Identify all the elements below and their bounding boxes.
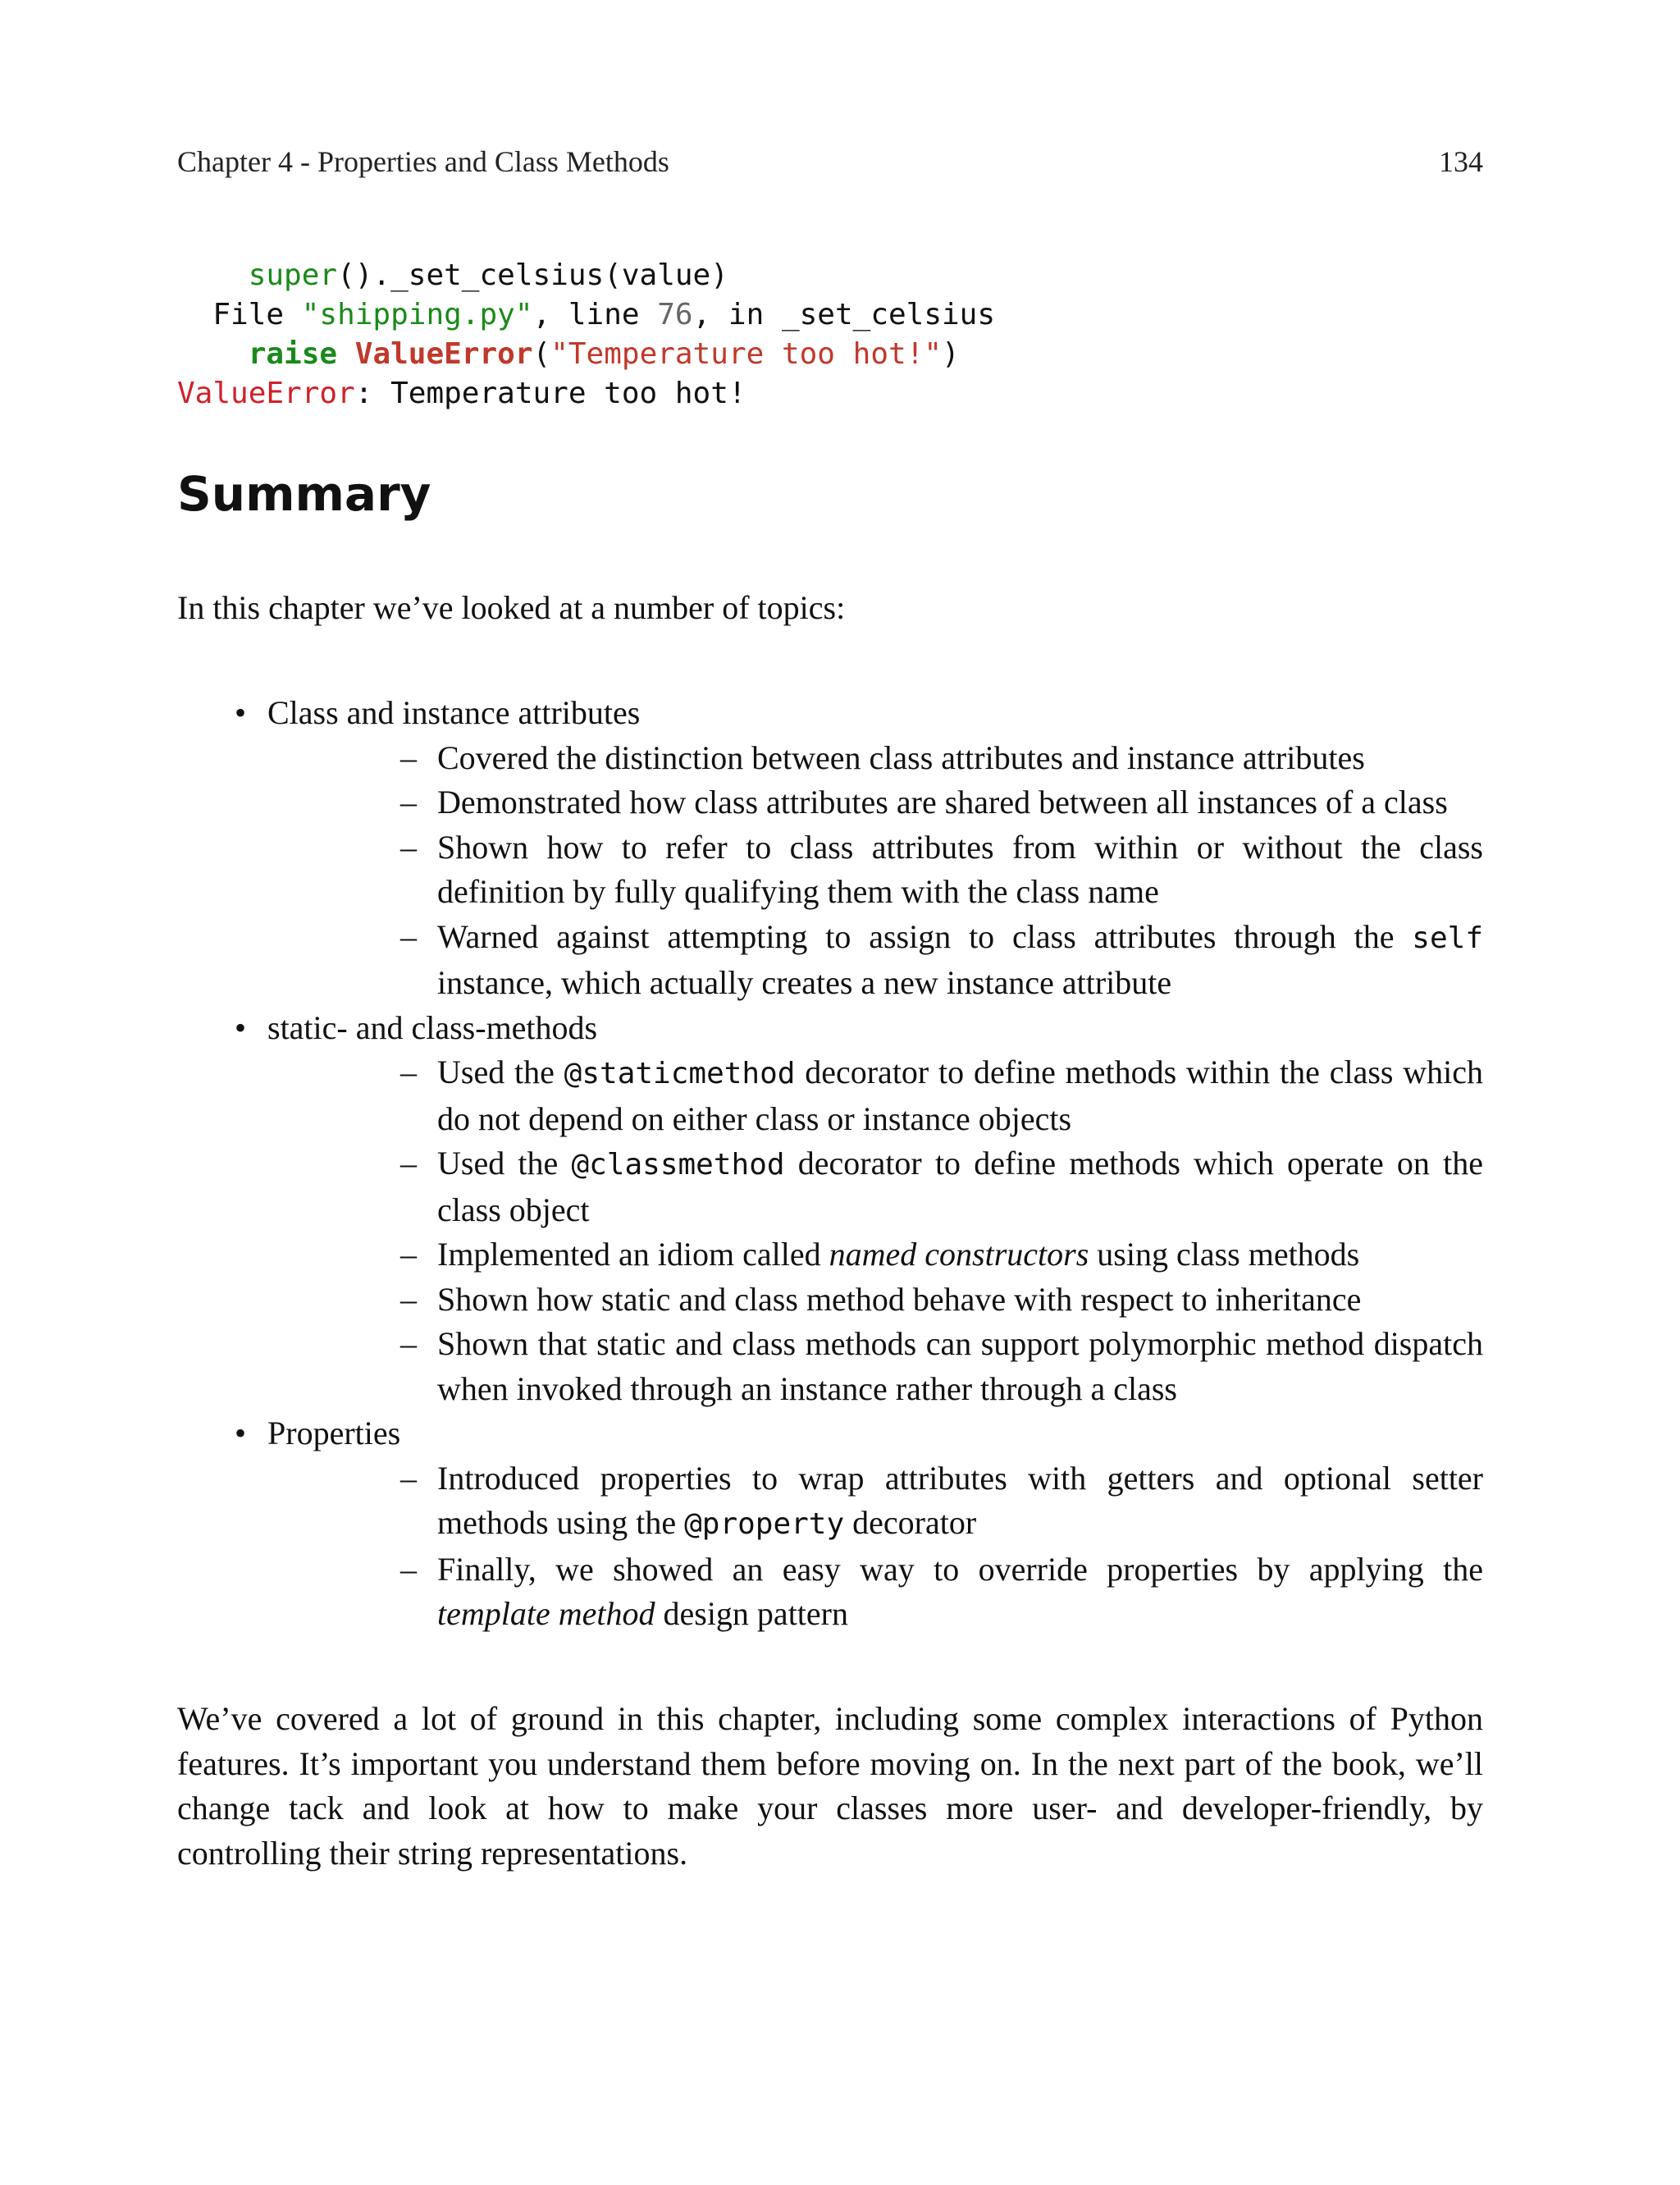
chapter-title: Chapter 4 - Properties and Class Methods (177, 145, 669, 178)
code-text: , line (532, 298, 658, 331)
code-text: ) (942, 337, 960, 371)
inline-code: @staticmethod (564, 1057, 796, 1090)
subtopic-text: Shown that static and class methods can support polymorphic method dispatch when invoked through an instance rather through a class (437, 1325, 1483, 1407)
code-text: , in _set_celsius (692, 298, 996, 331)
subtopic-item (267, 780, 1483, 825)
subtopic-list (267, 1456, 1483, 1637)
dash-glyph: – (400, 828, 417, 866)
code-space (337, 337, 355, 371)
code-line (177, 256, 995, 295)
closing-paragraph: We’ve covered a lot of ground in this chapter, including some complex interactions of Python features. It’s important you understand them before moving on. In the next part of the book, we’ll change tack and look at how to make your classes more user- and developer-friendly, by controlling their string representations. (177, 1700, 1483, 1872)
bullet-glyph: • (235, 1415, 247, 1451)
code-text: ()._set_celsius(value) (337, 258, 728, 292)
code-line (177, 374, 995, 414)
subtopic-text: decorator to define methods which operate on the class object (437, 1145, 1483, 1228)
subtopic-text: Used the (437, 1054, 564, 1090)
emphasis-text: named constructors (829, 1236, 1089, 1273)
code-line (177, 295, 995, 335)
dash-glyph: – (400, 1459, 417, 1497)
subtopic-text: using class methods (1089, 1236, 1360, 1273)
page-number: 134 (1439, 145, 1483, 178)
code-keyword: raise (248, 337, 338, 371)
subtopic-text: Demonstrated how class attributes are shared between all instances of a class (437, 784, 1448, 821)
subtopic-text: Implemented an idiom called (437, 1236, 829, 1273)
subtopic-item (267, 825, 1483, 915)
subtopic-text: Covered the distinction between class attributes and instance attributes (437, 738, 1365, 776)
subtopic-item (267, 736, 1483, 781)
topic-title: Class and instance attributes (267, 694, 641, 731)
dash-glyph: – (400, 784, 417, 821)
inline-code: @classmethod (571, 1148, 785, 1182)
emphasis-text: template method (437, 1595, 655, 1632)
subtopic-item (267, 1232, 1483, 1278)
subtopic-text: design pattern (655, 1595, 848, 1632)
code-text: ( (532, 337, 551, 371)
code-indent (177, 337, 249, 371)
topic-item (177, 691, 1483, 1006)
code-exception: ValueError (354, 337, 533, 371)
subtopic-text: decorator to define methods within the class which do not depend on either class or instance objects (437, 1054, 1484, 1137)
subtopic-text: Used the (437, 1145, 572, 1182)
bullet-glyph: • (235, 1008, 247, 1046)
topic-title: Properties (267, 1415, 401, 1451)
code-text: : Temperature too hot! (354, 377, 746, 410)
code-builtin: super (248, 258, 338, 292)
subtopic-list (267, 1050, 1483, 1411)
dash-glyph: – (400, 1325, 417, 1362)
intro-paragraph: In this chapter we’ve looked at a number of topics: (177, 589, 846, 626)
code-exception: ValueError (177, 377, 355, 410)
inline-code: self (1412, 921, 1483, 955)
code-indent (177, 258, 249, 292)
subtopic-text: Shown how static and class method behave with respect to inheritance (437, 1280, 1362, 1318)
traceback-code-block (177, 256, 995, 414)
subtopic-text: Introduced properties to wrap attributes with getters and optional setter methods using the (437, 1459, 1483, 1541)
topic-item (177, 1006, 1483, 1412)
topic-item (177, 1411, 1483, 1637)
subtopic-text: Shown how to refer to class attributes from within or without the class definition by fully qualifying them with the class name (437, 828, 1483, 910)
code-string: "Temperature too hot!" (550, 337, 943, 371)
dash-glyph: – (400, 738, 417, 776)
dash-glyph: – (400, 1280, 417, 1318)
dash-glyph: – (400, 1145, 417, 1182)
bullet-glyph: • (235, 694, 247, 731)
code-line (177, 335, 995, 374)
subtopic-text: Warned against attempting to assign to class attributes through the (437, 917, 1413, 955)
running-header (177, 144, 1483, 179)
subtopic-item (267, 1141, 1483, 1232)
code-text: File (212, 298, 302, 331)
code-string: "shipping.py" (301, 298, 533, 331)
inline-code: @property (684, 1507, 845, 1541)
subtopic-list (267, 736, 1483, 1006)
topic-title: static- and class-methods (267, 1008, 598, 1046)
subtopic-text: decorator (844, 1504, 977, 1541)
code-number: 76 (657, 298, 693, 331)
dash-glyph: – (400, 1236, 417, 1273)
subtopic-item (267, 1278, 1483, 1323)
code-indent (177, 298, 212, 331)
subtopic-item (267, 915, 1483, 1006)
dash-glyph: – (400, 1054, 417, 1090)
subtopic-item (267, 1456, 1483, 1547)
section-heading: Summary (177, 466, 431, 522)
topic-outline (177, 691, 1483, 1637)
subtopic-text: Finally, we showed an easy way to override properties by applying the (437, 1550, 1483, 1588)
subtopic-item (267, 1050, 1483, 1141)
dash-glyph: – (400, 1550, 417, 1588)
subtopic-item (267, 1547, 1483, 1637)
subtopic-item (267, 1322, 1483, 1411)
dash-glyph: – (400, 917, 417, 955)
subtopic-text: instance, which actually creates a new instance attribute (437, 964, 1172, 1001)
